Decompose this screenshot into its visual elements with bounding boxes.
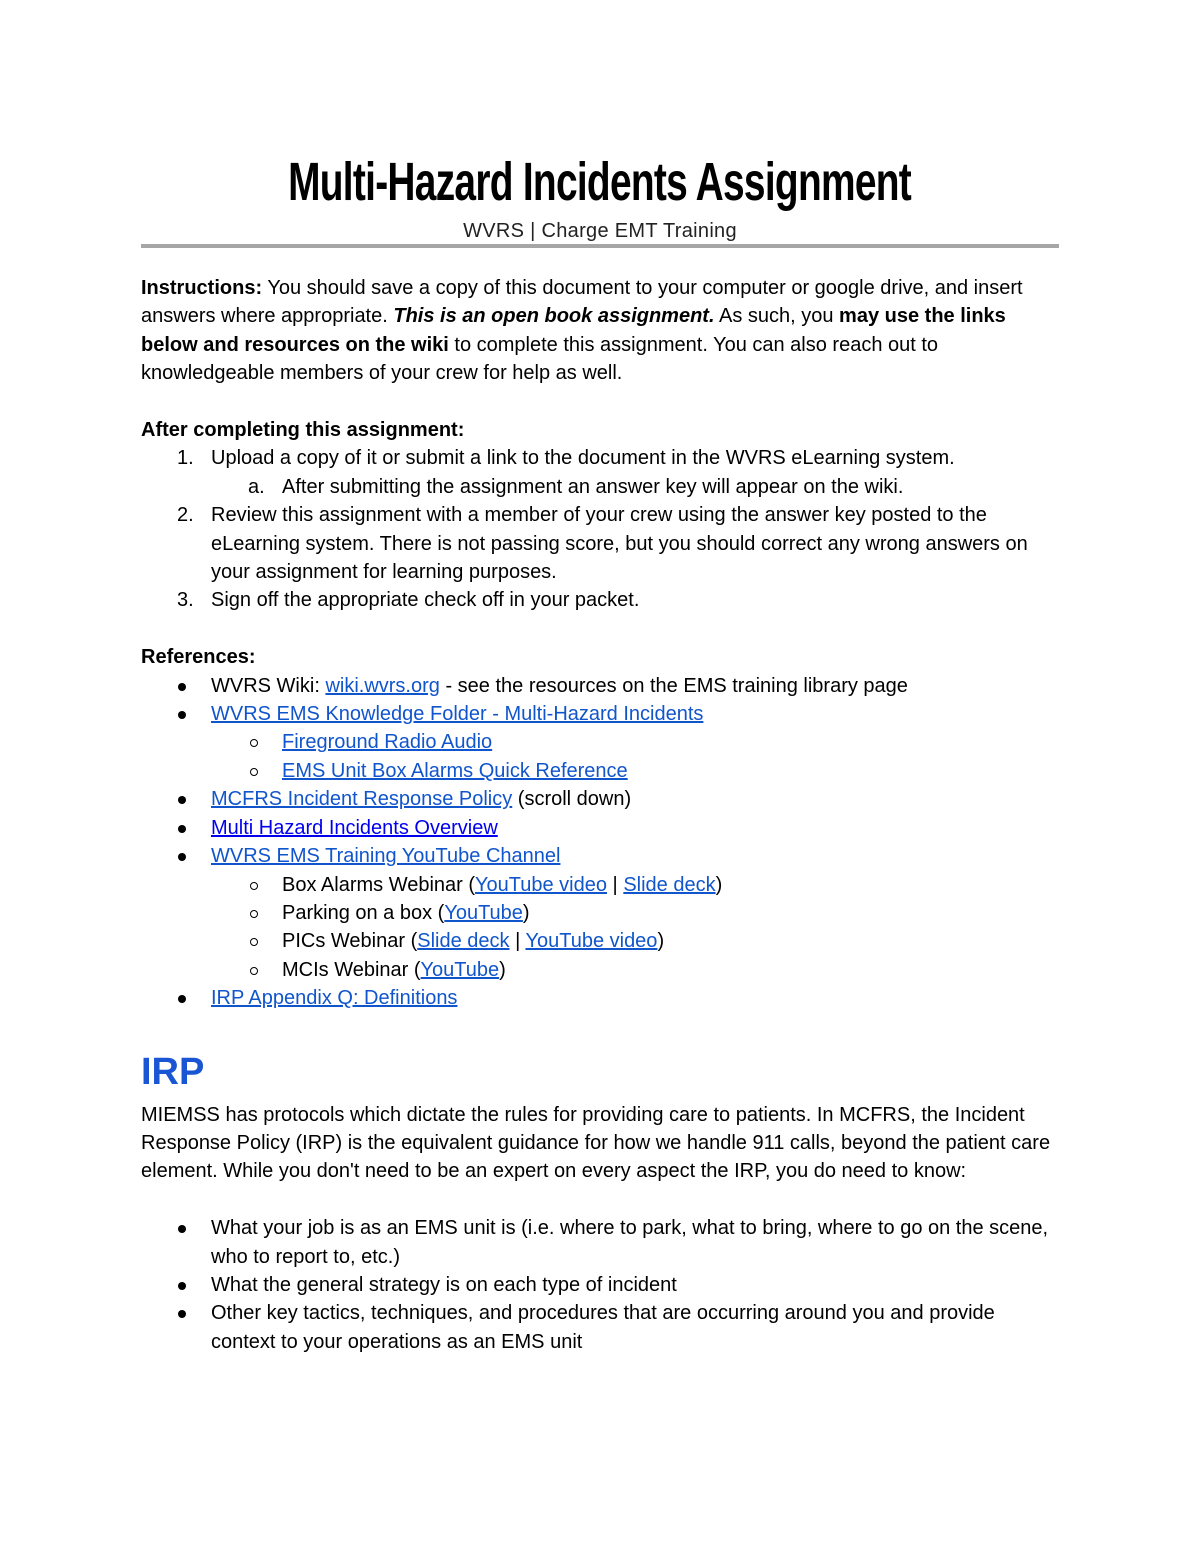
list-item-text: What the general strategy is on each type of incident bbox=[211, 1273, 677, 1296]
fireground-audio-link[interactable]: Fireground Radio Audio bbox=[282, 731, 493, 754]
open-book-note: This is an open book assignment. bbox=[393, 305, 715, 328]
irp-heading: IRP bbox=[141, 1050, 205, 1093]
circle-bullet-icon bbox=[250, 768, 258, 776]
references-heading bbox=[141, 643, 1059, 671]
list-item bbox=[141, 672, 1059, 700]
text: Box Alarms Webinar ( bbox=[282, 873, 476, 896]
mcis-youtube-link[interactable]: YouTube bbox=[420, 958, 500, 981]
list-item bbox=[141, 501, 1059, 586]
box-slide-deck-link[interactable]: Slide deck bbox=[623, 873, 716, 896]
after-heading bbox=[141, 416, 1059, 444]
list-item bbox=[141, 899, 1059, 927]
text: ) bbox=[715, 873, 723, 896]
references-heading-text: References: bbox=[141, 646, 256, 669]
text: - see the resources on the EMS training library page bbox=[439, 674, 908, 697]
list-item bbox=[141, 473, 1059, 501]
list-item bbox=[141, 956, 1059, 984]
text: You should save a copy of this document to your computer or google drive, and insert answers where appropriate. bbox=[141, 277, 1023, 328]
list-item bbox=[141, 785, 1059, 813]
list-item-text: What your job is as an EMS unit is (i.e. where to park, what to bring, where to go on the scene, who to report to, etc.) bbox=[211, 1217, 1049, 1268]
document-title bbox=[141, 150, 1059, 214]
bullet-icon bbox=[178, 1225, 186, 1233]
document-subtitle: WVRS | Charge EMT Training bbox=[463, 220, 737, 242]
list-item bbox=[141, 927, 1059, 955]
instructions-paragraph bbox=[141, 274, 1059, 388]
list-marker: a. bbox=[248, 475, 265, 498]
list-item bbox=[141, 728, 1059, 756]
overview-link[interactable]: Multi Hazard Incidents Overview bbox=[211, 816, 498, 839]
parking-youtube-link[interactable]: YouTube bbox=[444, 901, 523, 924]
list-item-text: Sign off the appropriate check off in your packet. bbox=[211, 589, 640, 612]
list-item bbox=[141, 1299, 1059, 1356]
text: ) bbox=[657, 930, 665, 953]
after-heading-text: After completing this assignment: bbox=[141, 419, 465, 442]
text: PICs Webinar ( bbox=[282, 930, 418, 953]
wiki-link[interactable]: wiki.wvrs.org bbox=[325, 674, 440, 697]
pics-slide-deck-link[interactable]: Slide deck bbox=[417, 930, 510, 953]
bullet-icon bbox=[178, 853, 186, 861]
irp-appendix-link[interactable]: IRP Appendix Q: Definitions bbox=[211, 987, 458, 1010]
irp-paragraph: MIEMSS has protocols which dictate the rules for providing care to patients. In MCFRS, the Incident Response Policy (IRP) is the equivalent guidance for how we handle 911 calls, beyond the patient care element. While you don't need to be an expert on every aspect the IRP, you do need to know: bbox=[141, 1103, 1051, 1183]
bullet-icon bbox=[178, 1310, 186, 1318]
text: | bbox=[607, 873, 624, 896]
text: As such, you bbox=[714, 305, 840, 328]
list-item-text: Review this assignment with a member of your crew using the answer key posted to the eLearning system. There is not passing score, but you should correct any wrong answers on your assignment for learning purposes. bbox=[211, 504, 1028, 584]
text: (scroll down) bbox=[512, 788, 632, 811]
knowledge-folder-link[interactable]: WVRS EMS Knowledge Folder - Multi-Hazard Incidents bbox=[211, 703, 704, 726]
list-item bbox=[141, 984, 1059, 1012]
text: | bbox=[509, 930, 526, 953]
bullet-icon bbox=[178, 995, 186, 1003]
text: MCIs Webinar ( bbox=[282, 958, 421, 981]
bullet-icon bbox=[178, 1282, 186, 1290]
list-item bbox=[141, 1271, 1059, 1299]
bold-note: may use the links below and resources on the wiki bbox=[141, 305, 1006, 356]
text: WVRS Wiki: bbox=[211, 674, 326, 697]
list-marker: 2. bbox=[177, 504, 194, 527]
bullet-icon bbox=[178, 683, 186, 691]
list-item-text: Upload a copy of it or submit a link to the document in the WVRS eLearning system. bbox=[211, 447, 955, 470]
circle-bullet-icon bbox=[250, 882, 258, 890]
list-item-text: After submitting the assignment an answer key will appear on the wiki. bbox=[282, 475, 904, 498]
list-item bbox=[141, 444, 1059, 472]
divider bbox=[141, 244, 1059, 248]
title-text: Multi-Hazard Incidents Assignment bbox=[288, 152, 912, 212]
document-page bbox=[141, 150, 1059, 1356]
text: ) bbox=[499, 958, 506, 981]
text: Parking on a box ( bbox=[282, 901, 445, 924]
list-marker: 3. bbox=[177, 589, 194, 612]
bullet-icon bbox=[178, 825, 186, 833]
mcfrs-irp-link[interactable]: MCFRS Incident Response Policy bbox=[211, 788, 513, 811]
list-item bbox=[141, 871, 1059, 899]
list-item bbox=[141, 842, 1059, 870]
list-item bbox=[141, 700, 1059, 728]
list-item bbox=[141, 1214, 1059, 1271]
list-item-text: Other key tactics, techniques, and procedures that are occurring around you and provide context to your operations as an EMS unit bbox=[211, 1302, 995, 1353]
bullet-icon bbox=[178, 796, 186, 804]
list-item bbox=[141, 814, 1059, 842]
circle-bullet-icon bbox=[250, 967, 258, 975]
box-youtube-link[interactable]: YouTube video bbox=[475, 873, 607, 896]
list-marker: 1. bbox=[177, 447, 194, 470]
instructions-label: Instructions: bbox=[141, 277, 263, 299]
text: ) bbox=[522, 901, 530, 924]
text: to complete this assignment. You can also reach out to knowledgeable members of your crew for help as well. bbox=[141, 333, 939, 385]
bullet-icon bbox=[178, 711, 186, 719]
list-item bbox=[141, 757, 1059, 785]
circle-bullet-icon bbox=[250, 739, 258, 747]
box-alarms-reference-link[interactable]: EMS Unit Box Alarms Quick Reference bbox=[282, 759, 628, 782]
pics-youtube-link[interactable]: YouTube video bbox=[525, 930, 658, 953]
circle-bullet-icon bbox=[250, 910, 258, 918]
list-item bbox=[141, 586, 1059, 614]
youtube-channel-link[interactable]: WVRS EMS Training YouTube Channel bbox=[211, 845, 561, 868]
circle-bullet-icon bbox=[250, 938, 258, 946]
